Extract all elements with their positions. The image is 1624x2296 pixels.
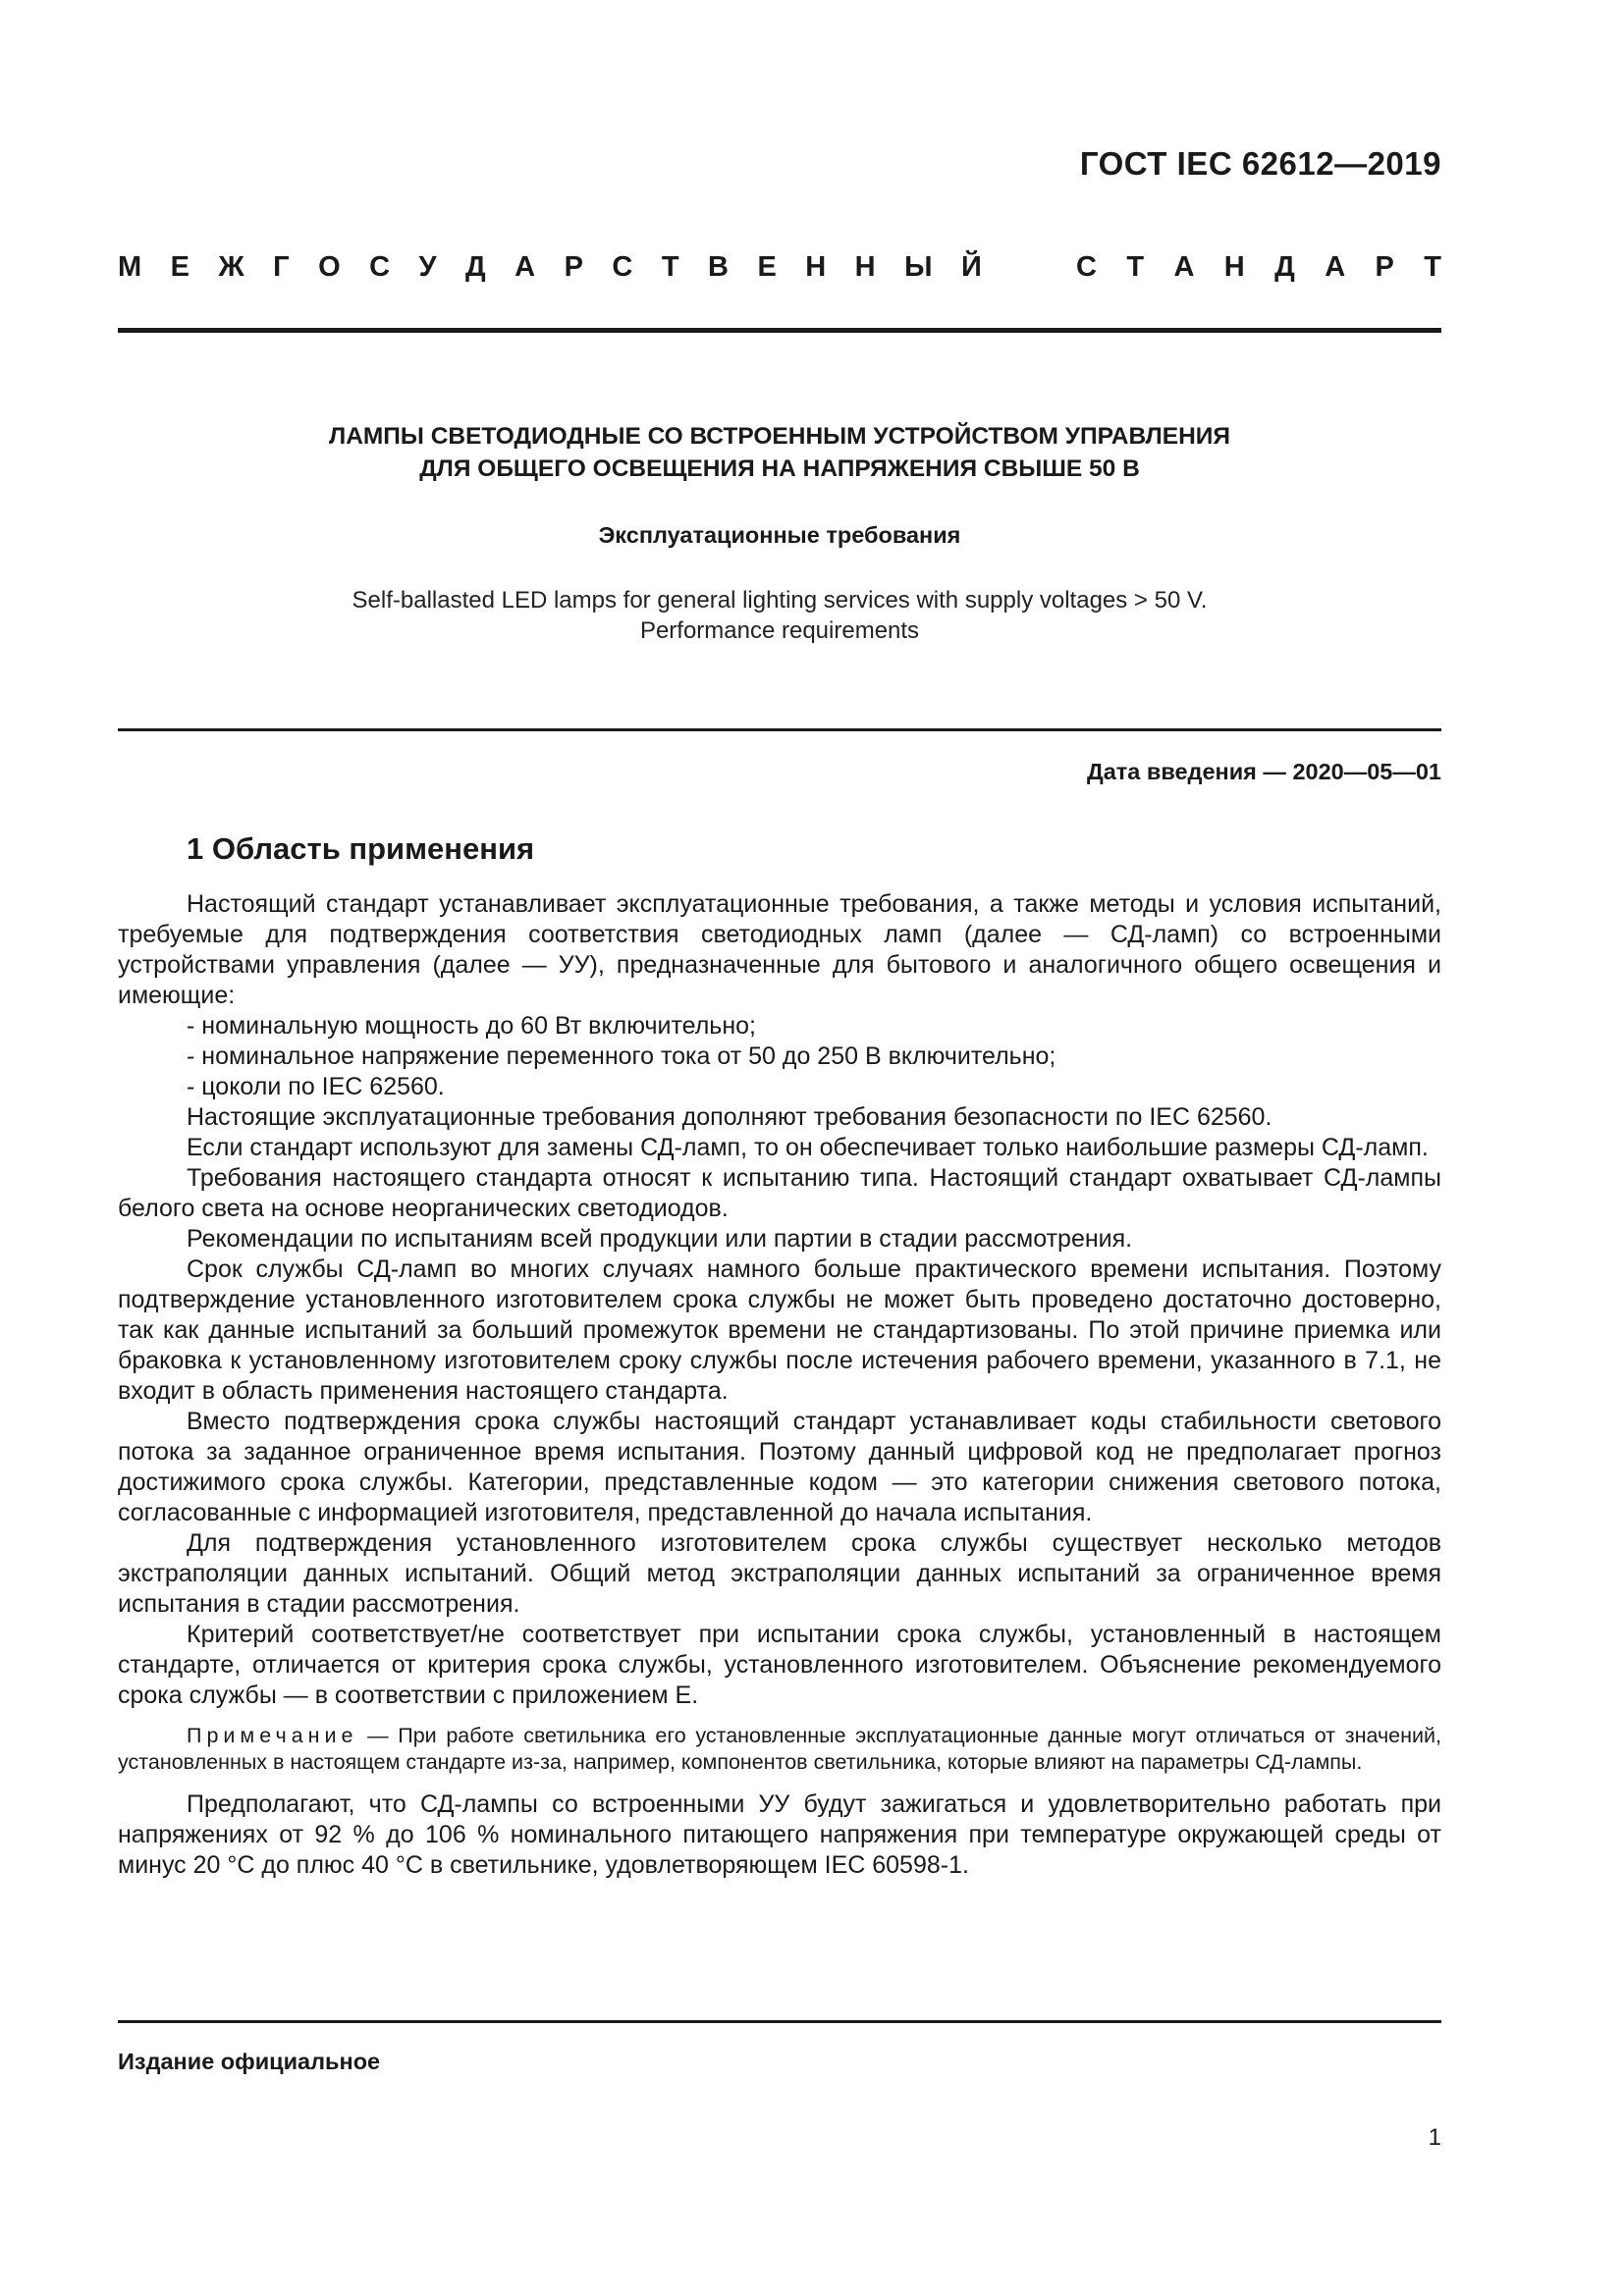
paragraph: Настоящий стандарт устанавливает эксплуатационные требования, а также методы и условия испытаний, требуемые для подтверждения соответствия светодиодных ламп (далее — СД-ламп) со встроенными устройствами управления (далее — УУ), предназначенные для бытового и аналогичного общего освещения и имеющие: [118, 890, 1441, 1009]
paragraph: Настоящие эксплуатационные требования дополняют требования безопасности по IEC 62560. [187, 1103, 1272, 1131]
interstate-standard-heading [118, 251, 1441, 284]
english-title [118, 585, 1441, 646]
paragraph: Срок службы СД-ламп во многих случаях намного больше практического времени испытания. Поэтому подтверждение установленного изготовителем срока службы не может быть проведено достаточно достоверно, так как данные испытаний за больший промежуток времени не стандартизованы. По этой причине приемка или браковка к установленному изготовителем сроку службы после истечения рабочего времени, указанного в 7.1, не входит в область применения настоящего стандарта. [118, 1255, 1441, 1405]
edition-label: Издание официальное [118, 2049, 381, 2074]
standard-number: ГОСТ IEC 62612—2019 [1079, 145, 1441, 182]
english-title-line-2: Performance requirements [639, 617, 920, 644]
list-item: - номинальную мощность до 60 Вт включительно; [187, 1012, 756, 1040]
note-label: Примечание [187, 1724, 358, 1747]
paragraph: Рекомендации по испытаниям всей продукции или партии в стадии рассмотрения. [187, 1225, 1133, 1253]
section-body [118, 889, 1441, 1881]
header-divider [118, 328, 1441, 333]
interstate-word: М Е Ж Г О С У Д А Р С Т В Е Н Н Ы Й [118, 251, 982, 283]
footer-divider [118, 2020, 1441, 2023]
introduction-date: Дата введения — 2020—05—01 [1086, 759, 1441, 784]
list-item: - номинальное напряжение переменного тока от 50 до 250 В включительно; [187, 1042, 1056, 1070]
paragraph: Предполагают, что СД-лампы со встроенными УУ будут зажигаться и удовлетворительно работать при напряжениях от 92 % до 106 % номинального питающего напряжения при температуре окружающей среды от минус 20 °С до плюс 40 °С в светильнике, удовлетворяющем IEC 60598-1. [118, 1790, 1441, 1879]
title-line-2: ДЛЯ ОБЩЕГО ОСВЕЩЕНИЯ НА НАПРЯЖЕНИЯ СВЫШЕ 50 В [419, 455, 1140, 482]
title-line-1: ЛАМПЫ СВЕТОДИОДНЫЕ СО ВСТРОЕННЫМ УСТРОЙСТВОМ УПРАВЛЕНИЯ [329, 423, 1230, 450]
paragraph: Для подтверждения установленного изготовителем срока службы существует несколько методов экстраполяции данных испытаний. Общий метод экстраполяции данных испытаний за ограниченное время испытания в стадии рассмотрения. [118, 1529, 1441, 1618]
title-divider [118, 728, 1441, 731]
note [118, 1723, 1441, 1776]
document-subtitle: Эксплуатационные требования [598, 522, 961, 548]
section-heading: 1 Область применения [187, 831, 535, 866]
paragraph: Вместо подтверждения срока службы настоящий стандарт устанавливает коды стабильности светового потока за заданное ограниченное время испытания. Поэтому данный цифровой код не предполагает прогноз достижимого срока службы. Категории, представленные кодом — это категории снижения светового потока, согласованные с информацией изготовителя, представленной до начала испытания. [118, 1408, 1441, 1526]
english-title-line-1: Self-ballasted LED lamps for general lighting services with supply voltages > 50 V. [352, 587, 1208, 614]
paragraph: Если стандарт используют для замены СД-ламп, то он обеспечивает только наибольшие размеры СД-ламп. [187, 1134, 1429, 1161]
note-text: — При работе светильника его установленные эксплуатационные данные могут отличаться от значений, установленных в настоящем стандарте из-за, например, компонентов светильника, которые влияют на параметры СД-лампы. [118, 1724, 1441, 1774]
page-number: 1 [1428, 2124, 1441, 2151]
document-title [118, 420, 1441, 485]
paragraph: Требования настоящего стандарта относят к испытанию типа. Настоящий стандарт охватывает СД-лампы белого света на основе неорганических светодиодов. [118, 1164, 1441, 1222]
standard-word: С Т А Н Д А Р Т [1076, 251, 1441, 283]
list-item: - цоколи по IEC 62560. [187, 1073, 445, 1100]
paragraph: Критерий соответствует/не соответствует при испытании срока службы, установленный в настоящем стандарте, отличается от критерия срока службы, установленного изготовителем. Объяснение рекомендуемого срока службы — в соответствии с приложением Е. [118, 1621, 1441, 1709]
